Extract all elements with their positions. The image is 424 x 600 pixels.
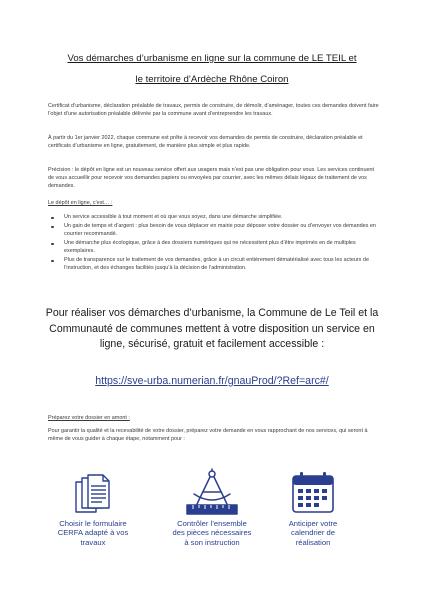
- benefits-heading: Le dépôt en ligne, c’est… :: [48, 200, 113, 206]
- bullet-icon: [51, 243, 54, 246]
- list-item: Un service accessible à tout moment et où que vous soyez, dans une démarche simplifiée.: [48, 214, 380, 222]
- announcement-line2: Communauté de communes mettent à votre disposition un service en: [49, 322, 375, 335]
- step-caption-cerfa: Choisir le formulaire CERFA adapté à vos travaux: [57, 519, 129, 547]
- compass-icon: [184, 468, 240, 516]
- prepare-paragraph: Pour garantir la qualité et la recevabilité de votre dossier, préparez votre demande en vous rapprochant de nos services, qui seront à même de vous guider à chaque étape, notamment pour :: [48, 428, 368, 442]
- calendar-icon: [290, 470, 336, 514]
- intro-paragraph-1: Certificat d’urbanisme, déclaration préalable de travaux, permis de construire, de démolir, d’aménager, toutes ces demandes doivent faire l’objet d’une autorisation préalable délivrée par la commune avant d’entreprendre les travaux.: [48, 103, 379, 117]
- step-caption-calendar: Anticiper votre calendrier de réalisation: [288, 519, 338, 547]
- step-caption-pieces: Contrôler l’ensemble des pièces nécessaires à son instruction: [172, 519, 252, 547]
- benefits-list: [48, 214, 380, 274]
- page-title-line1: Vos démarches d’urbanisme en ligne sur la commune de LE TEIL et: [67, 53, 357, 64]
- announcement-line1: Pour réaliser vos démarches d’urbanisme, la Commune de Le Teil et la: [45, 307, 379, 319]
- online-service-link[interactable]: https://sve-urba.numerian.fr/gnauProd/?Ref=arc#/: [95, 375, 329, 387]
- bullet-icon: [51, 226, 54, 229]
- announcement-text: [28, 306, 396, 353]
- prepare-heading: Préparez votre dossier en amont :: [48, 415, 130, 421]
- documents-icon: [72, 474, 114, 514]
- list-item: Un gain de temps et d’argent : plus besoin de vous déplacer en mairie pour déposer votre dossier ou d’envoyer vos demandes en courrier recommandé.: [48, 223, 380, 239]
- list-item: Plus de transparence sur le traitement de vos demandes, grâce à un circuit entièrement dématérialisé avec tous les acteurs de l’instruction, et des échanges facilités jusqu’à la décision de l’administration.: [48, 257, 380, 273]
- bullet-icon: [51, 260, 54, 263]
- list-item: Une démarche plus écologique, grâce à des dossiers numériques qui ne nécessitent plus d’être imprimés en de multiples exemplaires.: [48, 240, 380, 256]
- announcement-line3: ligne, sécurisé, gratuit et facilement accessible :: [99, 338, 325, 351]
- intro-paragraph-3: Précision : le dépôt en ligne est un nouveau service offert aux usagers mais n’est pas une obligation pour vous. Les services continuent de vous accueillir pour recevoir vos demandes papiers ou envoyées par courrier, avec les mêmes délais légaux de traitement de vos demandes.: [48, 167, 375, 189]
- bullet-icon: [51, 217, 54, 220]
- intro-paragraph-2: À partir du 1er janvier 2022, chaque commune est prête à recevoir vos demandes de permis de construire, déclaration préalable et certificats d’urbanisme en ligne, gratuitement, de manière plus simple et plus rapide.: [48, 135, 363, 149]
- page-title-line2: le territoire d’Ardèche Rhône Coiron: [135, 74, 289, 85]
